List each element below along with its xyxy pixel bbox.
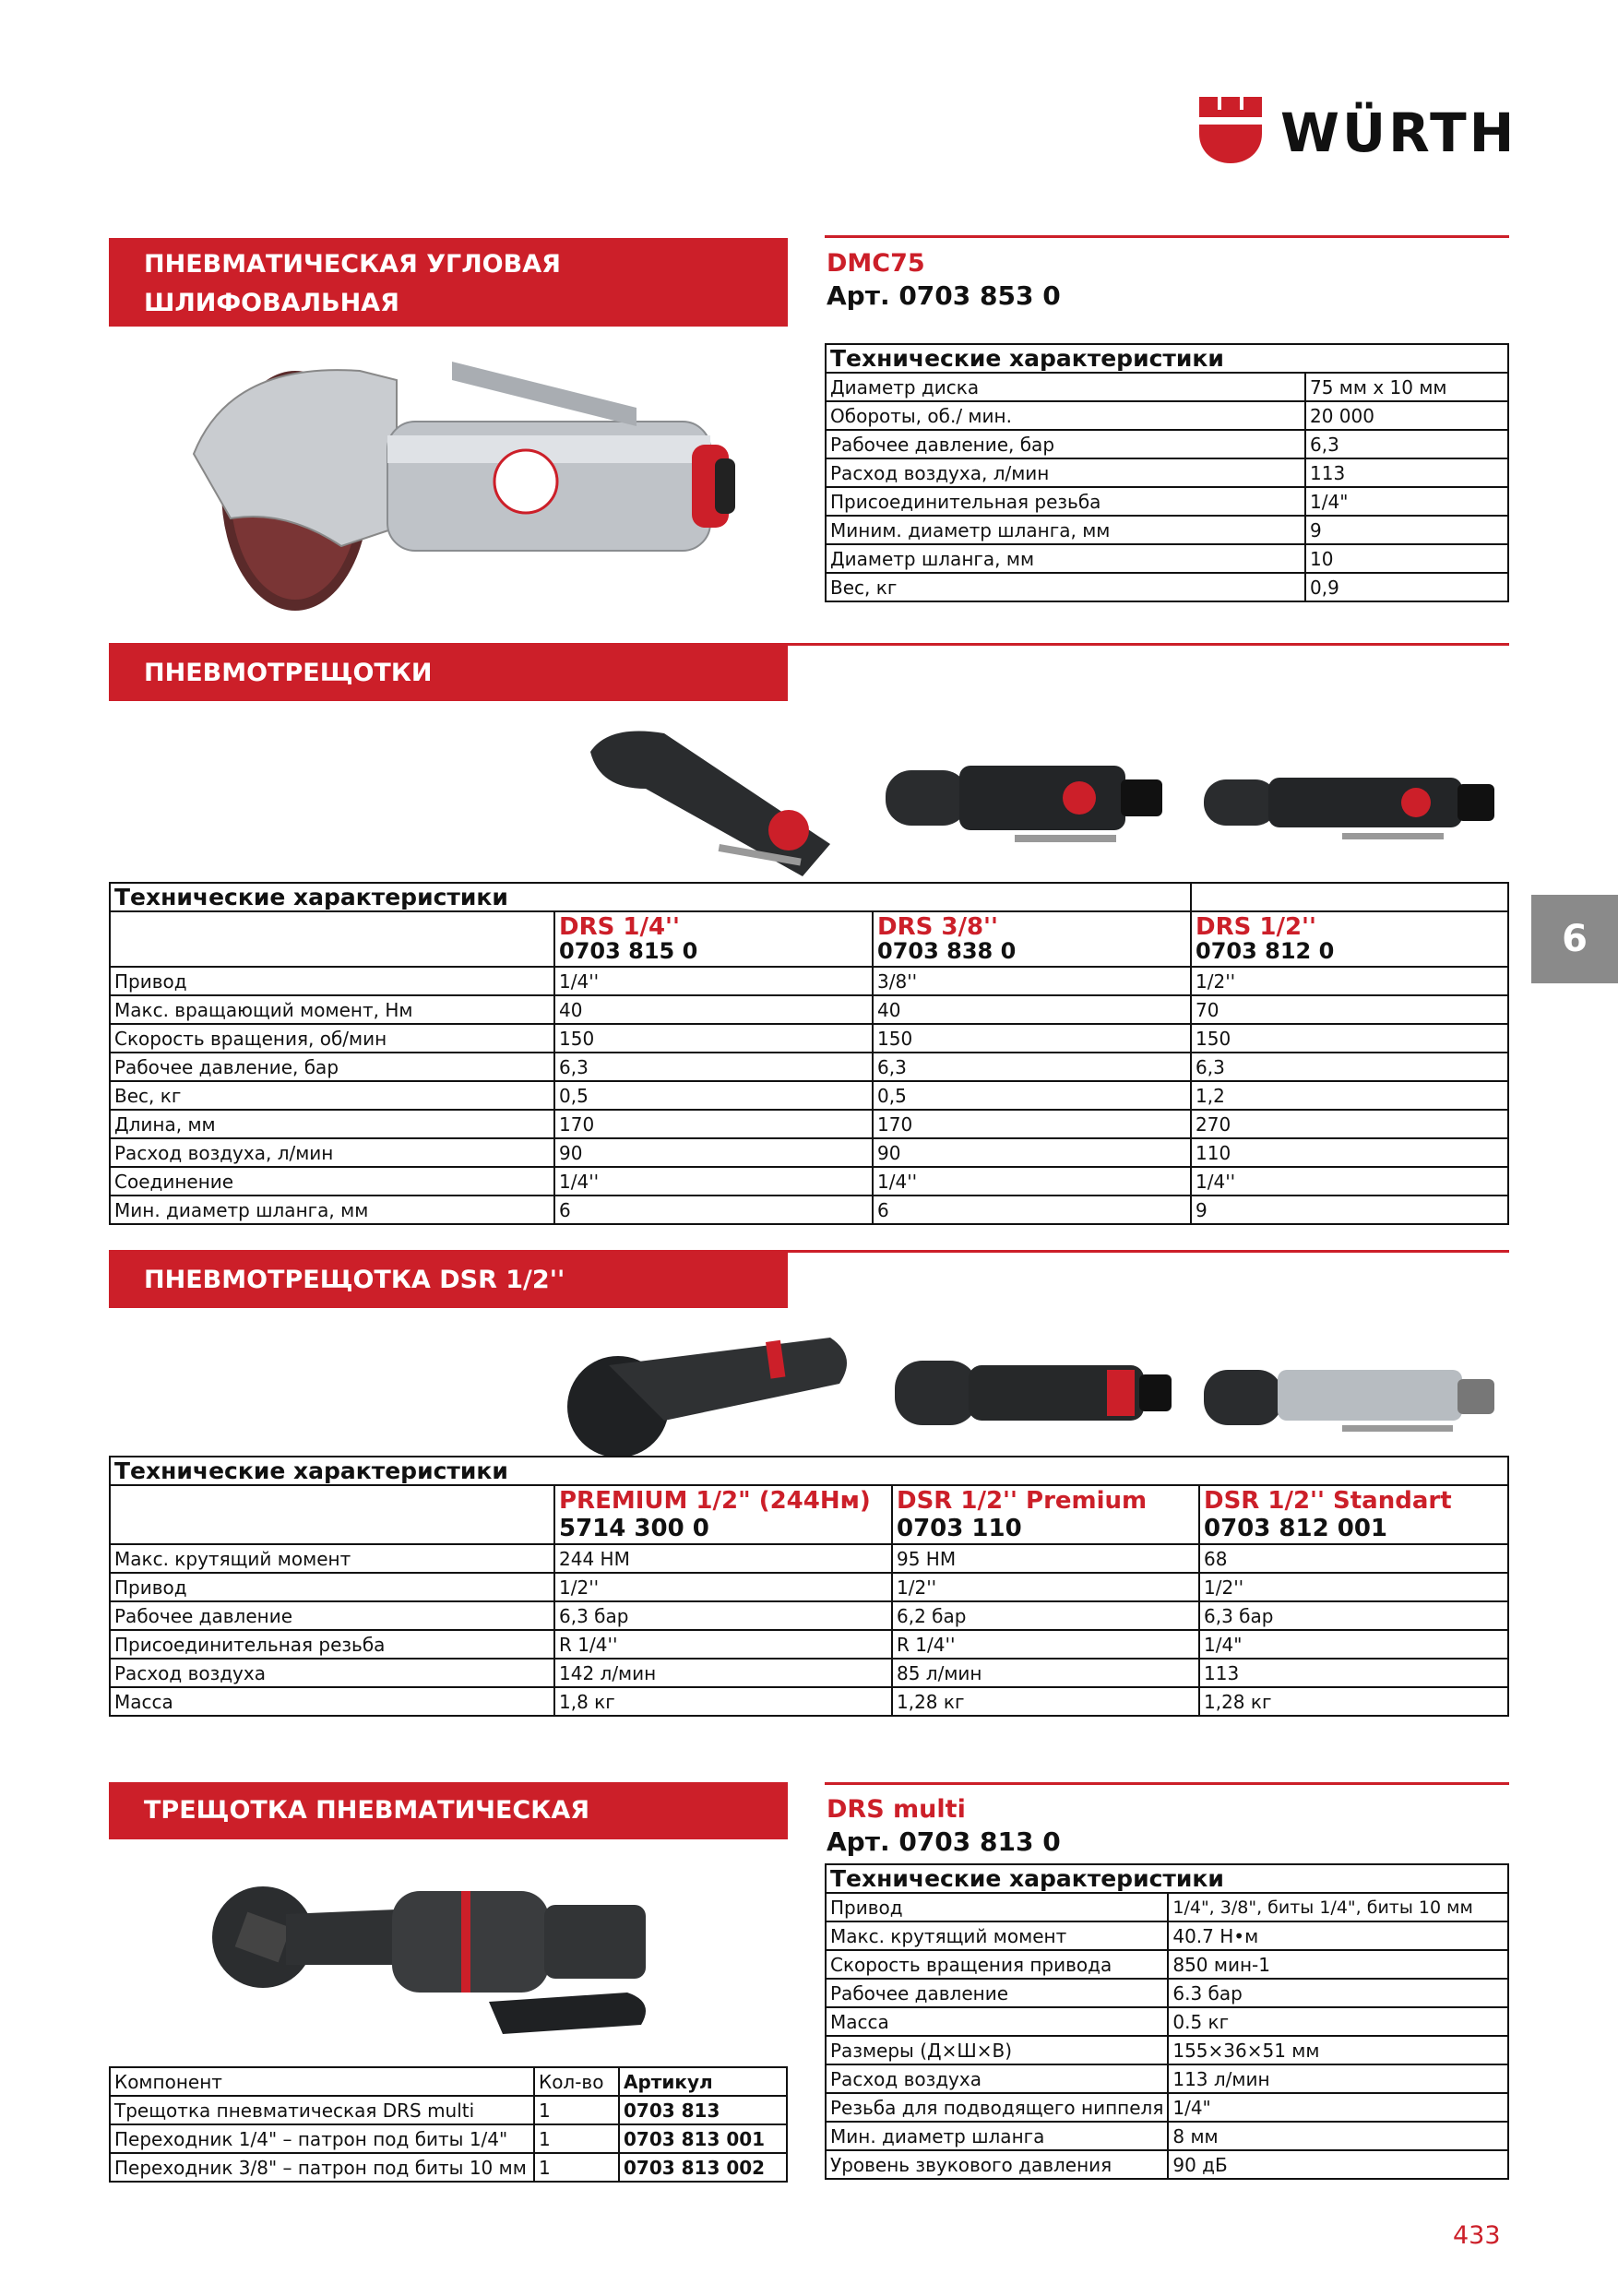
section4-banner: ТРЕЩОТКА ПНЕВМАТИЧЕСКАЯ: [109, 1782, 788, 1839]
model-name: DRS 3/8'': [877, 913, 998, 941]
section1-banner-line2: МАШИНА С КОЖУХОМ: [144, 327, 472, 356]
model-header-dsr-premium: [892, 1485, 1199, 1544]
ratchet-dsr-premium-image: [886, 1342, 1181, 1453]
spec-value: 1/4": [1199, 1630, 1508, 1659]
spec-value: 1/2'': [1191, 967, 1508, 995]
ratchet-premium-image: [553, 1319, 858, 1467]
section1-banner: [109, 238, 788, 356]
ratchet-drs-1-2-image: [1195, 752, 1508, 853]
table-row: [826, 373, 1508, 401]
spec-label: Вес, кг: [826, 573, 1305, 601]
spec-value: 70: [1191, 995, 1508, 1024]
table-row: [110, 2096, 787, 2124]
section3-banner: ПНЕВМОТРЕЩОТКА DSR 1/2'': [109, 1253, 788, 1308]
table-row: [110, 1544, 1508, 1573]
table-row: [110, 1138, 1508, 1167]
spec-value: 6,3 бар: [1199, 1601, 1508, 1630]
component-article: 0703 813 002: [619, 2153, 787, 2182]
table-row: [826, 1979, 1508, 2007]
table-row: [826, 544, 1508, 573]
spec-value: 95 НМ: [892, 1544, 1199, 1573]
spec-table-title: Технические характеристики: [110, 1457, 1508, 1485]
spec-label: Макс. крутящий момент: [826, 1921, 1168, 1950]
spec-value: 850 мин-1: [1168, 1950, 1508, 1979]
wurth-logo-text: WÜRTH: [1280, 101, 1517, 164]
table-row: [110, 1601, 1508, 1630]
table-row: [826, 401, 1508, 430]
spec-value: 1/4'': [554, 967, 873, 995]
spec-label: Миним. диаметр шланга, мм: [826, 516, 1305, 544]
spec-value: 9: [1305, 516, 1508, 544]
model-name: DRS 1/2'': [1196, 913, 1316, 941]
spec-label: Присоединительная резьба: [110, 1630, 554, 1659]
spec-value: 1/4": [1305, 487, 1508, 516]
section4-rule: [825, 1782, 1509, 1785]
spec-table-title: Технические характеристики: [826, 1864, 1508, 1893]
section3-spec-table: [109, 1456, 1509, 1717]
spec-label: Обороты, об./ мин.: [826, 401, 1305, 430]
components-header: Компонент: [110, 2067, 534, 2096]
spec-value: 40: [873, 995, 1191, 1024]
table-row: [826, 2150, 1508, 2179]
table-row: [110, 1081, 1508, 1110]
spec-value: 1/4", 3/8", биты 1/4", биты 10 мм: [1168, 1893, 1508, 1921]
component-article: 0703 813: [619, 2096, 787, 2124]
model-header-drs-1-2: [1191, 911, 1508, 967]
table-row: [110, 1024, 1508, 1053]
spec-label: Расход воздуха, л/мин: [110, 1138, 554, 1167]
model-name: DSR 1/2'' Premium: [897, 1487, 1148, 1515]
table-row: [826, 2007, 1508, 2036]
table-row: [110, 1573, 1508, 1601]
spec-value: 113: [1199, 1659, 1508, 1687]
spec-value: R 1/4'': [554, 1630, 892, 1659]
table-row: [826, 2036, 1508, 2064]
spec-value: 155×36×51 мм: [1168, 2036, 1508, 2064]
spec-label: Макс. вращающий момент, Нм: [110, 995, 554, 1024]
section1-spec-table: [825, 343, 1509, 602]
spec-label: Уровень звукового давления: [826, 2150, 1168, 2179]
spec-label: Резьба для подводящего ниппеля: [826, 2093, 1168, 2122]
wurth-logo-icon: [1199, 97, 1262, 163]
spec-label: Расход воздуха: [826, 2064, 1168, 2093]
spec-value: R 1/4'': [892, 1630, 1199, 1659]
spec-value: 90: [554, 1138, 873, 1167]
component-name: Переходник 1/4" – патрон под биты 1/4": [110, 2124, 534, 2153]
spec-label: Размеры (Д×Ш×В): [826, 2036, 1168, 2064]
spec-value: 0,5: [873, 1081, 1191, 1110]
components-header: Артикул: [619, 2067, 787, 2096]
table-row: [110, 1630, 1508, 1659]
section1-article: Арт. 0703 853 0: [827, 280, 1061, 311]
model-article: 0703 110: [897, 1515, 1022, 1542]
table-row: [110, 1167, 1508, 1196]
components-header: Кол-во: [534, 2067, 619, 2096]
component-qty: 1: [534, 2096, 619, 2124]
spec-value: 6,3: [873, 1053, 1191, 1081]
ratchet-drs-3-8-image: [876, 743, 1172, 858]
spec-table-title-empty: [1191, 883, 1508, 911]
spec-label: Соединение: [110, 1167, 554, 1196]
spec-label: Рабочее давление, бар: [110, 1053, 554, 1081]
spec-value: 170: [554, 1110, 873, 1138]
spec-value: 142 л/мин: [554, 1659, 892, 1687]
table-row: [826, 516, 1508, 544]
spec-value: 110: [1191, 1138, 1508, 1167]
table-row: [826, 2064, 1508, 2093]
component-name: Переходник 3/8" – патрон под биты 10 мм: [110, 2153, 534, 2182]
model-article: 0703 838 0: [877, 938, 1017, 964]
spec-table-title: Технические характеристики: [110, 883, 1191, 911]
spec-label: Привод: [110, 967, 554, 995]
spec-value: 244 НМ: [554, 1544, 892, 1573]
model-article: 5714 300 0: [559, 1515, 709, 1542]
spec-value: 85 л/мин: [892, 1659, 1199, 1687]
model-article: 0703 812 001: [1204, 1515, 1388, 1542]
spec-label: Скорость вращения привода: [826, 1950, 1168, 1979]
ratchet-dsr-standart-image: [1195, 1347, 1508, 1448]
table-row: [826, 2122, 1508, 2150]
ratchet-drs-1-4-image: [572, 715, 849, 881]
table-row: [110, 967, 1508, 995]
spec-value: 6: [873, 1196, 1191, 1224]
spec-label: Расход воздуха, л/мин: [826, 458, 1305, 487]
model-name: PREMIUM 1/2" (244Нм): [559, 1487, 871, 1515]
spec-label: Скорость вращения, об/мин: [110, 1024, 554, 1053]
section4-spec-table: [825, 1863, 1509, 2180]
spec-label: Макс. крутящий момент: [110, 1544, 554, 1573]
component-qty: 1: [534, 2153, 619, 2182]
spec-value: 6,3: [1191, 1053, 1508, 1081]
spec-label: Длина, мм: [110, 1110, 554, 1138]
table-row: [110, 995, 1508, 1024]
table-row: [110, 1687, 1508, 1716]
spec-label: Диаметр шланга, мм: [826, 544, 1305, 573]
spec-label: Вес, кг: [110, 1081, 554, 1110]
table-row: [826, 487, 1508, 516]
model-name: DRS 1/4'': [559, 913, 680, 941]
spec-value: 1,8 кг: [554, 1687, 892, 1716]
section1-rule: [825, 235, 1509, 238]
spec-value: 1,2: [1191, 1081, 1508, 1110]
spec-label: Масса: [826, 2007, 1168, 2036]
model-article: 0703 812 0: [1196, 938, 1335, 964]
spec-value: 1/2'': [554, 1573, 892, 1601]
spec-value: 1/2'': [892, 1573, 1199, 1601]
spec-value: 113 л/мин: [1168, 2064, 1508, 2093]
spec-value: 6: [554, 1196, 873, 1224]
spec-value: 40.7 Н•м: [1168, 1921, 1508, 1950]
spec-value: 150: [554, 1024, 873, 1053]
spec-value: 0,9: [1305, 573, 1508, 601]
drs-multi-image: [184, 1863, 701, 2048]
spec-value: 6,3 бар: [554, 1601, 892, 1630]
spec-value: 6,3: [554, 1053, 873, 1081]
spec-value: 1/2'': [1199, 1573, 1508, 1601]
spec-label: Мин. диаметр шланга, мм: [110, 1196, 554, 1224]
table-row: [826, 1950, 1508, 1979]
wurth-logo: [1199, 97, 1517, 166]
spec-label: Рабочее давление: [110, 1601, 554, 1630]
spec-label: Мин. диаметр шланга: [826, 2122, 1168, 2150]
spec-value: 10: [1305, 544, 1508, 573]
section1-banner-line1: ПНЕВМАТИЧЕСКАЯ УГЛОВАЯ ШЛИФОВАЛЬНАЯ: [144, 250, 561, 317]
table-row: [826, 458, 1508, 487]
table-row: [110, 2124, 787, 2153]
section2-banner: ПНЕВМОТРЕЩОТКИ: [109, 646, 788, 701]
spec-label: Присоединительная резьба: [826, 487, 1305, 516]
section1-model: DMC75: [827, 249, 925, 278]
model-header-drs-1-4: [554, 911, 873, 967]
model-header-premium: [554, 1485, 892, 1544]
model-header-drs-3-8: [873, 911, 1191, 967]
model-article: 0703 815 0: [559, 938, 698, 964]
angle-grinder-image: [175, 343, 775, 618]
spec-value: 1,28 кг: [892, 1687, 1199, 1716]
spec-value: 90 дБ: [1168, 2150, 1508, 2179]
component-name: Трещотка пневматическая DRS multi: [110, 2096, 534, 2124]
spec-label: Масса: [110, 1687, 554, 1716]
spec-value: 3/8'': [873, 967, 1191, 995]
spec-label: Привод: [826, 1893, 1168, 1921]
spec-value: 0.5 кг: [1168, 2007, 1508, 2036]
spec-table-title: Технические характеристики: [826, 344, 1508, 373]
spec-value: 270: [1191, 1110, 1508, 1138]
spec-value: 170: [873, 1110, 1191, 1138]
table-row: [110, 1110, 1508, 1138]
model-header-dsr-standart: [1199, 1485, 1508, 1544]
section4-article: Арт. 0703 813 0: [827, 1826, 1061, 1857]
spec-header-empty: [110, 1485, 554, 1544]
table-row: [826, 2093, 1508, 2122]
spec-value: 90: [873, 1138, 1191, 1167]
spec-value: 1/4'': [873, 1167, 1191, 1196]
table-row: [110, 1196, 1508, 1224]
spec-value: 6,2 бар: [892, 1601, 1199, 1630]
component-qty: 1: [534, 2124, 619, 2153]
spec-label: Диаметр диска: [826, 373, 1305, 401]
spec-value: 1,28 кг: [1199, 1687, 1508, 1716]
spec-value: 0,5: [554, 1081, 873, 1110]
spec-label: Расход воздуха: [110, 1659, 554, 1687]
spec-value: 113: [1305, 458, 1508, 487]
spec-value: 40: [554, 995, 873, 1024]
spec-value: 1/4'': [1191, 1167, 1508, 1196]
spec-value: 9: [1191, 1196, 1508, 1224]
model-name: DSR 1/2'' Standart: [1204, 1487, 1452, 1515]
spec-value: 1/4": [1168, 2093, 1508, 2122]
spec-value: 150: [1191, 1024, 1508, 1053]
spec-header-empty: [110, 911, 554, 967]
table-row: [826, 1921, 1508, 1950]
spec-value: 20 000: [1305, 401, 1508, 430]
spec-value: 68: [1199, 1544, 1508, 1573]
table-row: [826, 573, 1508, 601]
spec-label: Рабочее давление, бар: [826, 430, 1305, 458]
table-row: [110, 2153, 787, 2182]
spec-value: 6.3 бар: [1168, 1979, 1508, 2007]
table-row: [826, 1893, 1508, 1921]
section4-components-table: [109, 2066, 788, 2183]
section4-model: DRS multi: [827, 1795, 966, 1824]
table-row: [110, 1053, 1508, 1081]
spec-value: 6,3: [1305, 430, 1508, 458]
page-number: 433: [1453, 2221, 1501, 2250]
spec-value: 75 мм х 10 мм: [1305, 373, 1508, 401]
spec-label: Привод: [110, 1573, 554, 1601]
table-row: [826, 430, 1508, 458]
spec-value: 150: [873, 1024, 1191, 1053]
component-article: 0703 813 001: [619, 2124, 787, 2153]
table-row: [110, 1659, 1508, 1687]
chapter-tab: 6: [1531, 895, 1618, 983]
section2-spec-table: [109, 882, 1509, 1225]
spec-label: Рабочее давление: [826, 1979, 1168, 2007]
spec-value: 1/4'': [554, 1167, 873, 1196]
spec-value: 8 мм: [1168, 2122, 1508, 2150]
